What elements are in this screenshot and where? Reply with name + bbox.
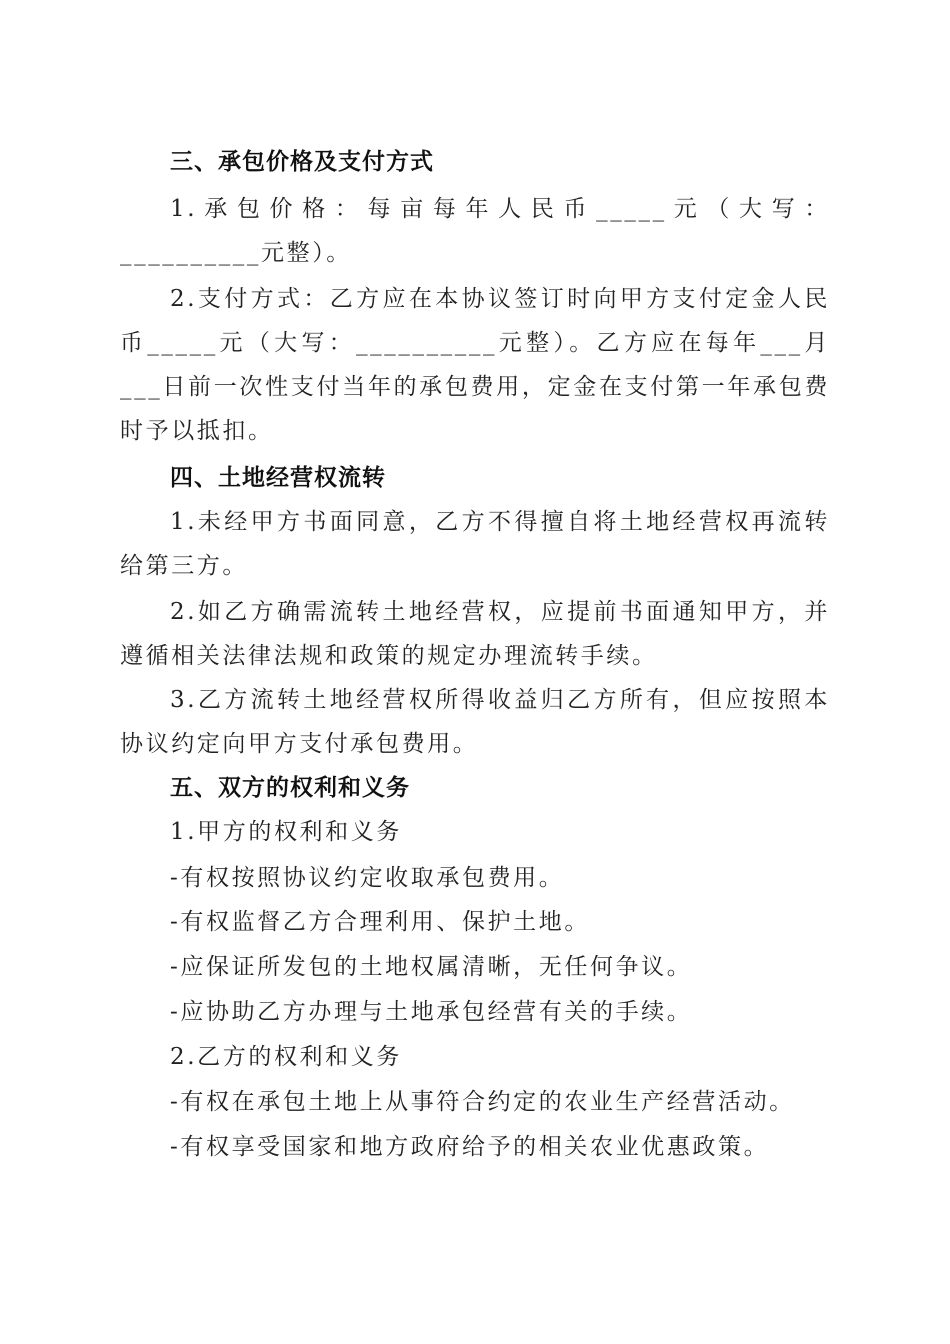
party-a-title: 1.甲方的权利和义务 — [170, 819, 402, 845]
party-b-title: 2.乙方的权利和义务 — [170, 1044, 402, 1070]
section-4-item-2: 2.如乙方确需流转土地经营权，应提前书面通知甲方，并遵循相关法律法规和政策的规定办理流转手续。 — [120, 599, 830, 669]
party-b-item: -有权享受国家和地方政府给予的相关农业优惠政策。 — [170, 1134, 770, 1160]
section-3-heading: 三、承包价格及支付方式 — [170, 149, 434, 175]
party-a-item: -有权按照协议约定收取承包费用。 — [170, 865, 565, 891]
party-a-item: -有权监督乙方合理利用、保护土地。 — [170, 909, 590, 935]
section-4-item-1: 1.未经甲方书面同意，乙方不得擅自将土地经营权再流转给第三方。 — [120, 509, 830, 579]
section-4-heading: 四、土地经营权流转 — [170, 465, 386, 491]
party-b-item: -有权在承包土地上从事符合约定的农业生产经营活动。 — [170, 1089, 795, 1115]
section-5-heading: 五、双方的权利和义务 — [170, 775, 410, 801]
section-3-item-1: 1.承包价格：每亩每年人民币_____元（大写：__________元整）。 — [120, 196, 830, 266]
section-3-item-2: 2.支付方式：乙方应在本协议签订时向甲方支付定金人民币_____元（大写：__________元整）。乙方应在每年___月___日前一次性支付当年的承包费用，定金在支付第一年承包费时予以抵扣。 — [120, 286, 830, 444]
party-a-item: -应保证所发包的土地权属清晰，无任何争议。 — [170, 954, 693, 980]
party-a-item: -应协助乙方办理与土地承包经营有关的手续。 — [170, 999, 693, 1025]
section-4-item-3: 3.乙方流转土地经营权所得收益归乙方所有，但应按照本协议约定向甲方支付承包费用。 — [120, 687, 830, 757]
